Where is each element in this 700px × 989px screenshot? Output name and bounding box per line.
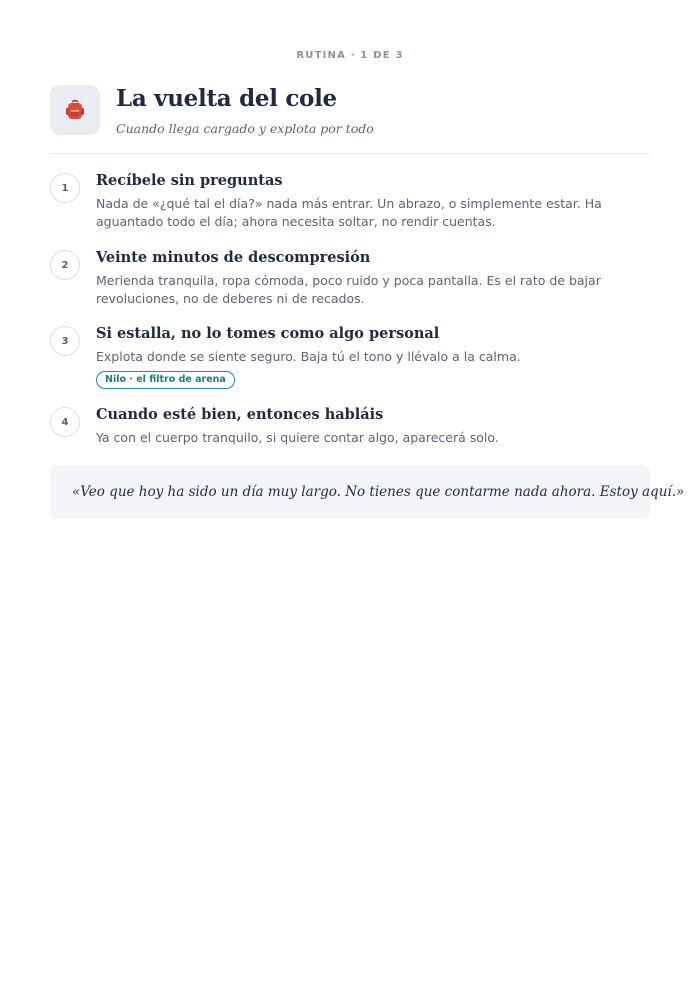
step-number: 3 [50,326,80,356]
suggested-phrase: «Veo que hoy ha sido un día muy largo. No tienes que contarme nada ahora. Estoy aquí.» [50,465,650,519]
routine-counter: RUTINA · 1 DE 3 [296,50,404,61]
backpack-icon [50,85,100,135]
step-description: Ya con el cuerpo tranquilo, si quiere contar algo, aparecerá solo. [96,430,499,445]
step-title: Recíbele sin preguntas [96,172,283,189]
step-title: Si estalla, no lo tomes como algo personal [96,325,440,342]
step-title: Veinte minutos de descompresión [96,249,371,266]
step-title: Cuando esté bien, entonces habláis [96,406,384,423]
step-description: Nada de «¿qué tal el día?» nada más entrar. Un abrazo, o simplemente estar. Ha aguantado todo el día; ahora necesita soltar, no rendir cuentas. [96,196,602,229]
tool-tag: Nilo · el filtro de arena [96,371,235,389]
page-subtitle: Cuando llega cargado y explota por todo [116,121,374,136]
divider [50,153,650,154]
step-description: Explota donde se siente seguro. Baja tú el tono y llévalo a la calma. [96,349,521,364]
page-title: La vuelta del cole [116,85,337,112]
routine-header [50,85,650,137]
step-description: Merienda tranquila, ropa cómoda, poco ruido y poca pantalla. Es el rato de bajar revoluciones, no de deberes ni de recados. [96,273,601,306]
step-number: 4 [50,407,80,437]
step-number: 1 [50,173,80,203]
step-number: 2 [50,250,80,280]
